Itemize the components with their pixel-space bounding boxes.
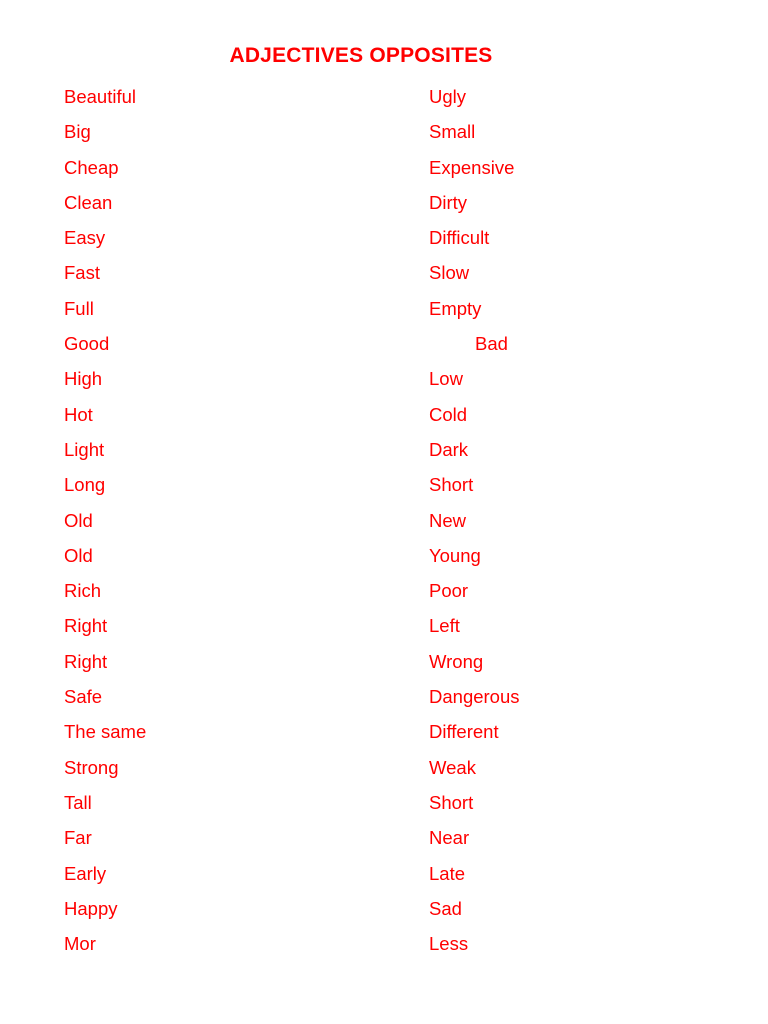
adjective: Happy [64, 897, 118, 919]
opposite-adjective: Young [429, 544, 481, 566]
opposite-adjective: Short [429, 791, 474, 813]
adjective: Full [64, 297, 94, 319]
adjective: Safe [64, 686, 103, 708]
adjective: Tall [64, 791, 92, 813]
list-item [64, 366, 724, 401]
list-item [64, 472, 724, 507]
list-item [64, 684, 724, 719]
adjective: Right [64, 615, 108, 637]
list-item [64, 260, 724, 295]
adjective: Mor [64, 933, 96, 955]
list-item [64, 578, 724, 613]
opposite-adjective: Less [429, 933, 469, 955]
list-item [64, 84, 724, 119]
adjective: Strong [64, 756, 119, 778]
adjective: The same [64, 721, 147, 743]
opposite-adjective: Slow [429, 262, 470, 284]
opposite-adjective: Difficult [429, 227, 490, 249]
opposite-adjective: Ugly [429, 86, 467, 107]
page-title: ADJECTIVES OPPOSITES [229, 44, 493, 67]
opposite-adjective: Late [429, 862, 466, 884]
list-item [64, 437, 724, 472]
adjective: Rich [64, 580, 102, 602]
adjective: Fast [64, 262, 100, 284]
opposite-adjective: Cold [429, 403, 468, 425]
opposite-adjective: Weak [429, 756, 476, 778]
list-item [64, 613, 724, 648]
opposite-adjective: Left [429, 615, 460, 637]
adjective: Cheap [64, 156, 119, 178]
list-item [64, 825, 724, 860]
adjective: Clean [64, 191, 113, 213]
opposite-adjective: Short [429, 474, 474, 496]
list-item [64, 543, 724, 578]
adjective: Big [64, 121, 91, 143]
opposite-adjective: Expensive [429, 156, 515, 178]
list-item [64, 861, 724, 896]
list-item [64, 296, 724, 331]
list-item [64, 508, 724, 543]
opposite-adjective: Dark [429, 438, 469, 460]
list-item [64, 931, 724, 966]
opposite-adjective: Sad [429, 897, 462, 919]
opposite-adjective: Different [429, 721, 499, 743]
opposite-adjective: New [429, 509, 467, 531]
opposite-adjective: Dirty [429, 191, 468, 213]
opposite-adjective: Near [429, 827, 470, 849]
adjective: Easy [64, 227, 106, 249]
adjective: Good [64, 333, 110, 355]
adjective: High [64, 368, 103, 390]
opposites-list [64, 84, 724, 966]
adjective: Light [64, 438, 105, 460]
list-item [64, 119, 724, 154]
opposite-adjective: Wrong [429, 650, 484, 672]
adjective: Far [64, 827, 92, 849]
list-item [64, 790, 724, 825]
list-item [64, 402, 724, 437]
list-item [64, 755, 724, 790]
opposite-adjective: Bad [475, 333, 508, 355]
list-item [64, 719, 724, 754]
adjective: Beautiful [64, 86, 136, 107]
adjective: Hot [64, 403, 93, 425]
list-item [64, 155, 724, 190]
opposite-adjective: Empty [429, 297, 482, 319]
adjective: Old [64, 544, 93, 566]
list-item [64, 649, 724, 684]
opposite-adjective: Poor [429, 580, 469, 602]
adjective: Long [64, 474, 106, 496]
opposite-adjective: Dangerous [429, 686, 520, 708]
adjective: Early [64, 862, 107, 884]
adjective: Old [64, 509, 93, 531]
list-item [64, 225, 724, 260]
list-item [64, 190, 724, 225]
opposite-adjective: Low [429, 368, 463, 390]
list-item [64, 896, 724, 931]
list-item [64, 331, 724, 366]
opposite-adjective: Small [429, 121, 476, 143]
adjective: Right [64, 650, 108, 672]
